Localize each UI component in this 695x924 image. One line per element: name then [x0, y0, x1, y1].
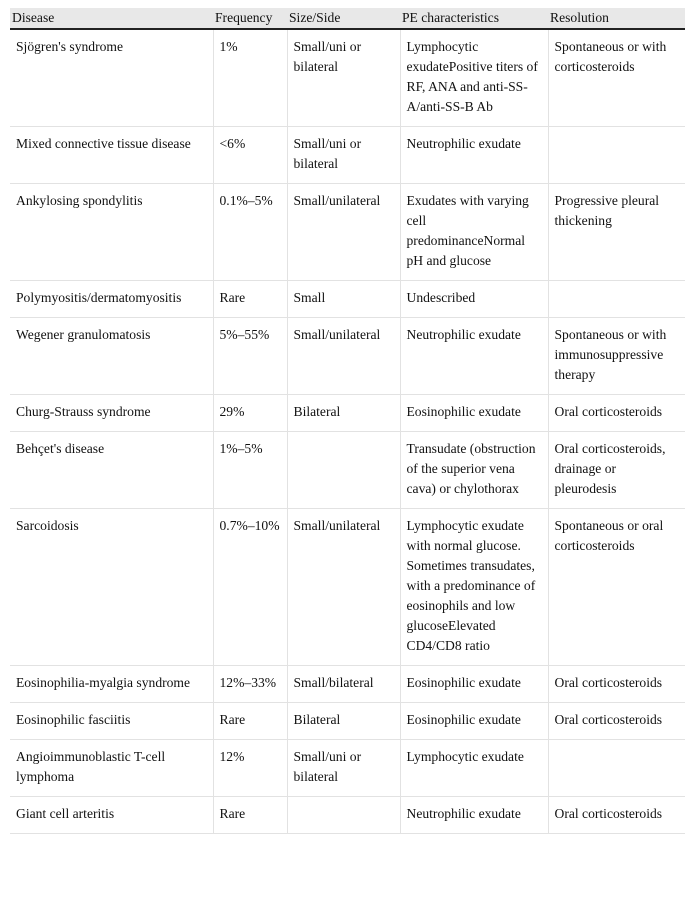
- cell-resolution: Progressive pleural thickening: [548, 184, 685, 281]
- table-row: [10, 703, 685, 740]
- cell-frequency: Rare: [213, 703, 287, 740]
- table-row: [10, 127, 685, 184]
- cell-frequency: 1%: [213, 29, 287, 127]
- cell-size-side: Bilateral: [287, 703, 400, 740]
- cell-pe-characteristics: Lymphocytic exudate with normal glucose. Sometimes transudates, with a predominance of eosinophils and low glucoseElevated CD4/CD8 ratio: [400, 509, 548, 666]
- table-row: [10, 29, 685, 127]
- table-row: [10, 432, 685, 509]
- table-row: [10, 184, 685, 281]
- cell-frequency: Rare: [213, 797, 287, 834]
- cell-size-side: Small: [287, 281, 400, 318]
- table-header: [10, 8, 685, 29]
- cell-size-side: Small/uni or bilateral: [287, 29, 400, 127]
- header-resolution: Resolution: [548, 8, 685, 29]
- cell-pe-characteristics: Eosinophilic exudate: [400, 395, 548, 432]
- cell-resolution: Spontaneous or oral corticosteroids: [548, 509, 685, 666]
- cell-frequency: 12%–33%: [213, 666, 287, 703]
- cell-resolution: Spontaneous or with corticosteroids: [548, 29, 685, 127]
- pleural-effusion-table: [10, 8, 685, 834]
- cell-resolution: [548, 740, 685, 797]
- cell-resolution: Oral corticosteroids: [548, 797, 685, 834]
- cell-pe-characteristics: Exudates with varying cell predominanceNormal pH and glucose: [400, 184, 548, 281]
- cell-frequency: 0.1%–5%: [213, 184, 287, 281]
- cell-resolution: Oral corticosteroids: [548, 395, 685, 432]
- cell-pe-characteristics: Neutrophilic exudate: [400, 797, 548, 834]
- cell-resolution: Oral corticosteroids: [548, 703, 685, 740]
- header-frequency: Frequency: [213, 8, 287, 29]
- cell-size-side: [287, 432, 400, 509]
- cell-disease: Sarcoidosis: [10, 509, 213, 666]
- cell-disease: Eosinophilic fasciitis: [10, 703, 213, 740]
- cell-frequency: 5%–55%: [213, 318, 287, 395]
- header-disease: Disease: [10, 8, 213, 29]
- cell-resolution: [548, 127, 685, 184]
- cell-size-side: Small/bilateral: [287, 666, 400, 703]
- header-size-side: Size/Side: [287, 8, 400, 29]
- cell-resolution: Oral corticosteroids: [548, 666, 685, 703]
- cell-size-side: Bilateral: [287, 395, 400, 432]
- cell-resolution: Oral corticosteroids, drainage or pleurodesis: [548, 432, 685, 509]
- cell-disease: Polymyositis/dermatomyositis: [10, 281, 213, 318]
- table-row: [10, 509, 685, 666]
- cell-pe-characteristics: Eosinophilic exudate: [400, 703, 548, 740]
- cell-size-side: Small/unilateral: [287, 318, 400, 395]
- cell-resolution: Spontaneous or with immunosuppressive therapy: [548, 318, 685, 395]
- cell-disease: Eosinophilia-myalgia syndrome: [10, 666, 213, 703]
- cell-pe-characteristics: Undescribed: [400, 281, 548, 318]
- cell-pe-characteristics: Neutrophilic exudate: [400, 127, 548, 184]
- cell-size-side: Small/unilateral: [287, 509, 400, 666]
- table-container: [10, 8, 685, 834]
- cell-disease: Behçet's disease: [10, 432, 213, 509]
- cell-frequency: 1%–5%: [213, 432, 287, 509]
- header-pe-characteristics: PE characteristics: [400, 8, 548, 29]
- table-row: [10, 666, 685, 703]
- cell-size-side: [287, 797, 400, 834]
- cell-pe-characteristics: Lymphocytic exudatePositive titers of RF, ANA and anti-SS-A/anti-SS-B Ab: [400, 29, 548, 127]
- cell-frequency: 12%: [213, 740, 287, 797]
- table-row: [10, 797, 685, 834]
- cell-size-side: Small/uni or bilateral: [287, 740, 400, 797]
- table-row: [10, 318, 685, 395]
- cell-disease: Giant cell arteritis: [10, 797, 213, 834]
- cell-pe-characteristics: Eosinophilic exudate: [400, 666, 548, 703]
- cell-size-side: Small/uni or bilateral: [287, 127, 400, 184]
- cell-disease: Angioimmunoblastic T-cell lymphoma: [10, 740, 213, 797]
- cell-resolution: [548, 281, 685, 318]
- header-row: [10, 8, 685, 29]
- cell-pe-characteristics: Lymphocytic exudate: [400, 740, 548, 797]
- cell-disease: Sjögren's syndrome: [10, 29, 213, 127]
- table-row: [10, 395, 685, 432]
- table-row: [10, 281, 685, 318]
- cell-pe-characteristics: Transudate (obstruction of the superior vena cava) or chylothorax: [400, 432, 548, 509]
- cell-disease: Ankylosing spondylitis: [10, 184, 213, 281]
- cell-disease: Mixed connective tissue disease: [10, 127, 213, 184]
- cell-disease: Churg-Strauss syndrome: [10, 395, 213, 432]
- cell-frequency: Rare: [213, 281, 287, 318]
- table-body: [10, 29, 685, 834]
- cell-size-side: Small/unilateral: [287, 184, 400, 281]
- cell-pe-characteristics: Neutrophilic exudate: [400, 318, 548, 395]
- cell-frequency: <6%: [213, 127, 287, 184]
- cell-frequency: 29%: [213, 395, 287, 432]
- cell-disease: Wegener granulomatosis: [10, 318, 213, 395]
- cell-frequency: 0.7%–10%: [213, 509, 287, 666]
- table-row: [10, 740, 685, 797]
